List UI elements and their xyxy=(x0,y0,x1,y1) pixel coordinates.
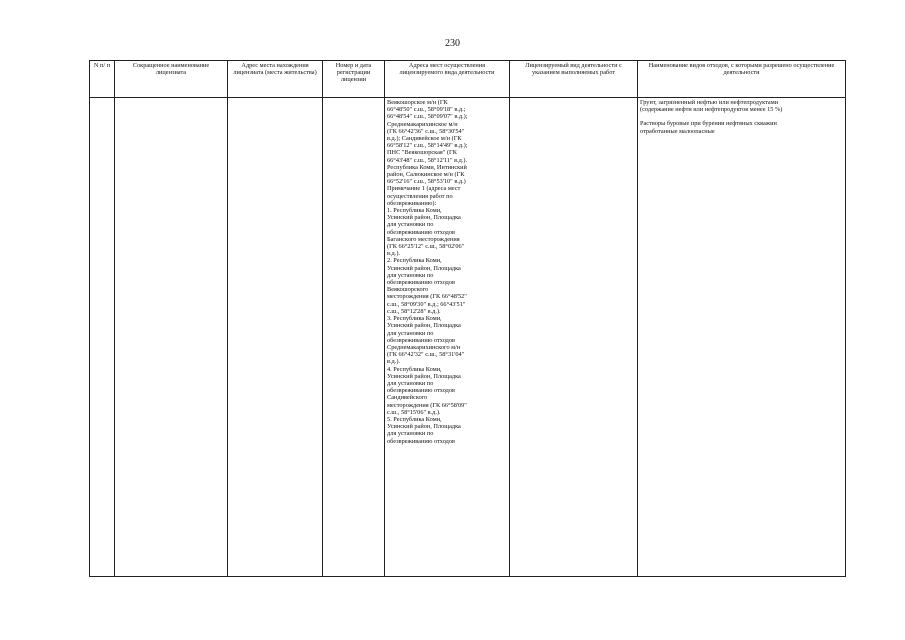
locations-text-line: ПНС "Веякошорская" (ГК xyxy=(387,149,457,157)
header-license-number-date: Номер и дата регистрации лицензии xyxy=(323,61,385,98)
locations-text-line: Республика Коми, Интинский xyxy=(387,163,467,171)
cell-license-number-date xyxy=(323,98,385,577)
locations-text-line: с.ш., 58°12'28" в.д.). xyxy=(387,307,441,315)
waste-text-line: Растворы буровые при бурении нефтяных скважин xyxy=(640,120,777,128)
table-row xyxy=(90,98,846,577)
locations-text-line: 1. Республика Коми, xyxy=(387,207,442,215)
locations-text-line: 66°52'16" с.ш., 58°53'10" в.д.) xyxy=(387,178,466,186)
locations-text-line: Усинский район, Площадка xyxy=(387,423,461,431)
cell-activity-locations xyxy=(385,98,510,577)
locations-text-line: обезвреживанию): xyxy=(387,199,437,207)
locations-text-line: (ГК 66°25'12" с.ш., 58°02'06" xyxy=(387,243,465,251)
locations-text-line: месторождения (ГК 66°58'09" xyxy=(387,401,467,409)
table-header-row xyxy=(90,61,846,98)
waste-text-spacer xyxy=(640,113,843,120)
cell-licensee-address xyxy=(228,98,323,577)
header-licensee-name: Сокращенное наименование лицензиата xyxy=(115,61,228,98)
locations-text-line: 3. Республика Коми, xyxy=(387,315,442,323)
locations-text-line: обезвреживанию отходов xyxy=(387,336,455,344)
locations-text-line: обезвреживанию отходов xyxy=(387,228,455,236)
locations-text-line: Баганского месторождения xyxy=(387,235,460,243)
locations-text-line: Усинский район, Площадка xyxy=(387,214,461,222)
locations-text-line: для установки по xyxy=(387,430,434,438)
locations-text-line: 66°43'48" с.ш., 58°12'11" в.д.). xyxy=(387,156,468,164)
header-waste-types: Наименование видов отходов, с которыми разрешено осуществление деятельности xyxy=(638,61,846,98)
waste-text-line: (содержание нефти или нефтепродуктов менее 15 %) xyxy=(640,106,783,114)
header-licensee-address: Адрес места нахождения лицензиата (места жительства) xyxy=(228,61,323,98)
locations-text-line: осуществления работ по xyxy=(387,192,453,200)
locations-text-line: для установки по xyxy=(387,221,434,229)
locations-text-line: для установки по xyxy=(387,329,434,337)
locations-text-line: в.д.). xyxy=(387,250,400,258)
locations-text-line: Примечание 1 (адреса мест xyxy=(387,185,461,193)
locations-text-line: обезвреживанию отходов xyxy=(387,437,455,445)
locations-text-line: месторождения (ГК 66°48'52" xyxy=(387,293,467,301)
locations-text-line: Веякошорское м/н (ГК xyxy=(387,99,448,106)
locations-text-line: 66°48'50" с.ш., 58°09'18" в.д.; xyxy=(387,106,466,114)
locations-text-line: 66°58'12" с.ш., 58°14'49" в.д.); xyxy=(387,142,468,150)
cell-waste-types xyxy=(638,98,846,577)
locations-text-line: 5. Республика Коми, xyxy=(387,415,442,423)
locations-text-line: 66°48'54" с.ш., 58°09'07" в.д.); xyxy=(387,113,468,121)
waste-text-line: отработанные малоопасные xyxy=(640,127,715,135)
waste-text-line: Грунт, загрязненный нефтью или нефтепродуктами xyxy=(640,99,779,106)
cell-number xyxy=(90,98,115,577)
locations-text-line: Среднемакарихинское м/н xyxy=(387,120,458,128)
header-number: N п/ п xyxy=(90,61,115,98)
locations-text-line: с.ш., 58°09'30" в.д.; 66°43'51" xyxy=(387,300,466,308)
locations-text-line: с.ш., 58°15'06" в.д.). xyxy=(387,408,441,416)
header-activity-locations: Адреса мест осуществления лицензируемого вида деятельности xyxy=(385,61,510,98)
locations-text-line: (ГК 66°42'32" с.ш., 58°31'04" xyxy=(387,351,465,359)
header-activity-type: Лицензируемый вид деятельности с указанием выполняемых работ xyxy=(510,61,638,98)
cell-licensee-name xyxy=(115,98,228,577)
locations-text-line: Усинский район, Площадка xyxy=(387,322,461,330)
locations-text-line: 4. Республика Коми, xyxy=(387,365,442,373)
locations-text-line: Усинский район, Площадка xyxy=(387,372,461,380)
locations-text-line: Среднемакарихинского м/н xyxy=(387,343,461,351)
locations-text-line: для установки по xyxy=(387,379,434,387)
cell-activity-type xyxy=(510,98,638,577)
locations-text-line: (ГК 66°42'36" с.ш., 58°30'54" xyxy=(387,127,465,135)
page-number: 230 xyxy=(445,38,460,49)
license-table xyxy=(89,60,846,577)
locations-text-line: Усинский район, Площадка xyxy=(387,264,461,272)
locations-text-line: в.д.); Сандивейское м/н (ГК xyxy=(387,135,462,143)
locations-text-line: в.д.). xyxy=(387,358,400,366)
locations-text-line: для установки по xyxy=(387,271,434,279)
locations-text-line: 2. Республика Коми, xyxy=(387,257,442,265)
locations-text-line: обезвреживанию отходов xyxy=(387,387,455,395)
locations-text-line: район, Салюкинское м/н (ГК xyxy=(387,171,465,179)
locations-text-line: обезвреживанию отходов xyxy=(387,279,455,287)
locations-text-line: Сандивейского xyxy=(387,394,428,402)
locations-text-line: Веякошорского xyxy=(387,286,429,294)
